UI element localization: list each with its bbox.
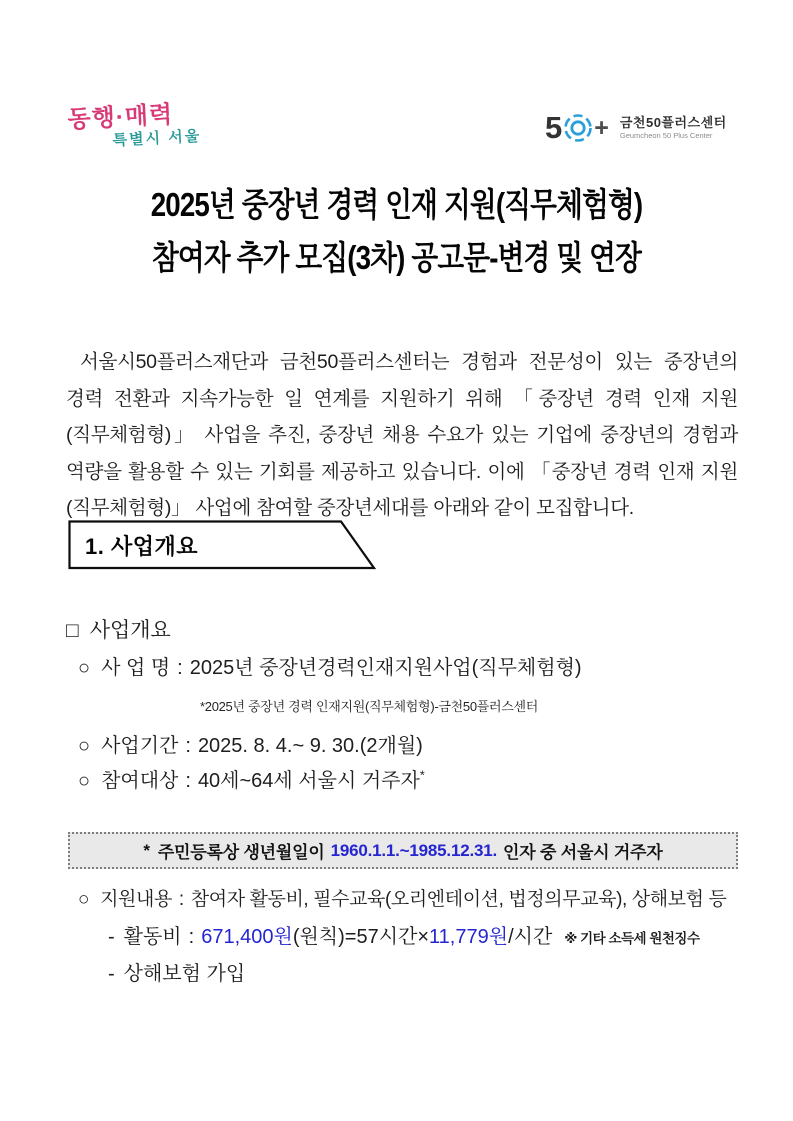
activity-fee-unit: /시간: [508, 926, 553, 948]
business-name-label: 사 업 명: [101, 657, 171, 679]
title-line-1: 2025년 중장년 경력 인재 지원(직무체험형): [150, 186, 643, 223]
period-value: 2025. 8. 4.~ 9. 30.(2개월): [197, 735, 423, 757]
target-label: 참여대상: [101, 770, 179, 792]
activity-fee-label: 활동비: [123, 926, 182, 948]
document-title: [0, 184, 793, 290]
activity-fee-row: [108, 920, 700, 949]
eligibility-note-box: [68, 832, 738, 869]
activity-fee-rate: 11,779원: [429, 926, 509, 948]
support-label: 지원내용: [100, 889, 172, 910]
square-bullet-icon: □: [66, 619, 79, 642]
colon-separator: :: [177, 657, 183, 679]
activity-fee-formula: (원칙)=57시간×: [292, 926, 430, 948]
section1-heading: 1. 사업개요: [85, 534, 198, 559]
dash-bullet-icon: -: [108, 963, 115, 985]
period-label: 사업기간: [101, 735, 179, 757]
title-line-2: 참여자 추가 모집(3차) 공고문-변경 및 연장: [151, 239, 642, 276]
logo-text-block: [620, 115, 727, 141]
activity-fee-amount: 671,400원: [201, 926, 293, 948]
note-star: *: [143, 840, 150, 860]
logo-plus-text: +: [594, 113, 609, 142]
colon-separator: :: [178, 889, 184, 910]
activity-fee-tax-note: ※ 기타 소득세 원천징수: [564, 931, 700, 946]
geumcheon-50plus-logo: [545, 112, 727, 143]
business-name-value: 2025년 중장년경력인재지원사업(직무체험형): [189, 657, 582, 679]
logo-name-korean: 금천50플러스센터: [619, 114, 727, 130]
note-suffix: 인자 중 서울시 거주자: [503, 843, 663, 862]
note-prefix: 주민등록상 생년월일이: [157, 843, 325, 862]
seoul-logo-line2: 특별시 서울: [112, 127, 202, 150]
circle-bullet-icon: ○: [78, 889, 90, 910]
business-name-row: [78, 651, 582, 680]
insurance-value: 상해보험 가입: [123, 963, 246, 985]
fifty-plus-circle-icon: [563, 113, 593, 143]
target-asterisk: *: [419, 767, 425, 783]
overview-subheading-row: [66, 614, 171, 644]
business-name-footnote: *2025년 중장년 경력 인재지원(직무체험형)-금천50플러스센터: [200, 699, 539, 714]
circle-bullet-icon: ○: [78, 735, 91, 757]
colon-separator: :: [185, 770, 191, 792]
note-date-range: 1960.1.1.~1985.12.31.: [330, 840, 498, 860]
target-value: 40세~64세 서울시 거주자: [197, 770, 420, 792]
business-period-row: [78, 729, 423, 758]
support-content-row: [78, 884, 726, 911]
section1-banner: [68, 520, 380, 570]
participant-target-row: [78, 764, 425, 793]
circle-bullet-icon: ○: [78, 770, 91, 792]
logo-name-english: Geumcheon 50 Plus Center: [619, 130, 713, 140]
colon-separator: :: [185, 735, 191, 757]
seoul-city-logo: [67, 100, 209, 153]
insurance-row: [108, 957, 245, 986]
support-value: 참여자 활동비, 필수교육(오리엔테이션, 법정의무교육), 상해보험 등: [190, 889, 727, 910]
colon-separator: :: [188, 926, 195, 948]
overview-subheading: 사업개요: [89, 619, 171, 642]
logo-five-text: 5: [545, 110, 563, 145]
circle-bullet-icon: ○: [78, 657, 91, 679]
seoul-logo-line1: 동행·매력: [66, 101, 174, 134]
intro-paragraph: 서울시50플러스재단과 금천50플러스센터는 경험과 전문성이 있는 중장년의 경력 전환과 지속가능한 일 연계를 지원하기 위해 「중장년 경력 인재 지원(직무체험형)」 사업을 추진, 중장년 채용 수요가 있는 기업에 중장년의 경험과 역량을 활용할 수 있는 기회를 제공하고 있습니다. 이에 「중장년 경력 인재 지원(직무체험형)」 사업에 참여할 중장년세대를 아래와 같이 모집합니다.: [66, 351, 738, 519]
dash-bullet-icon: -: [108, 926, 115, 948]
